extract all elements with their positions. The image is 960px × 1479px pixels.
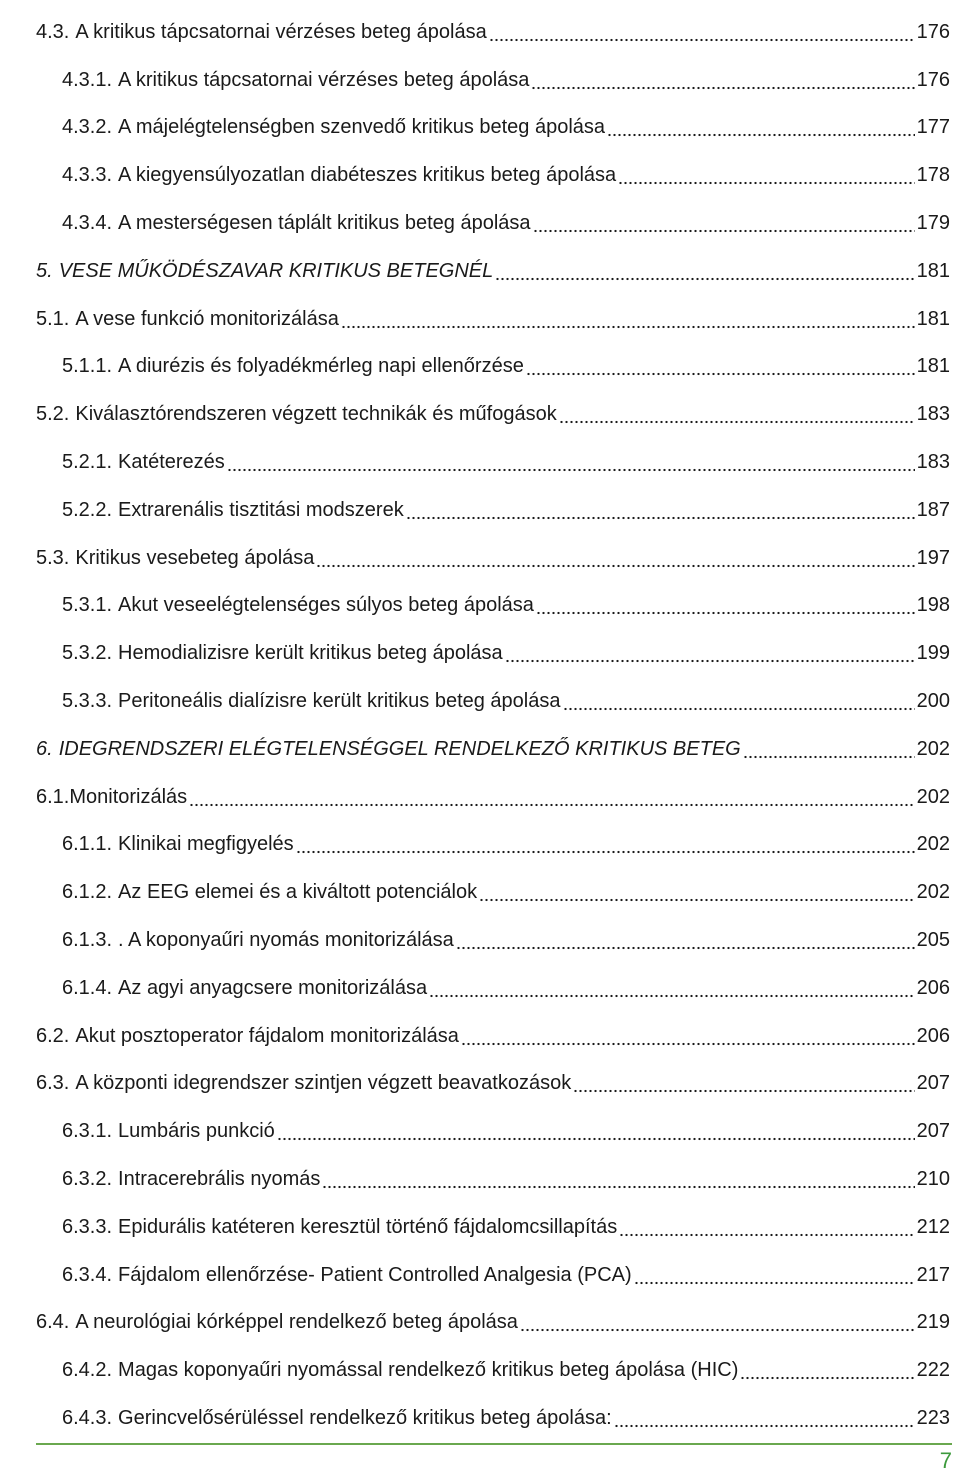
- toc-entry-page: 197: [916, 546, 950, 569]
- toc-entry-page: 222: [916, 1359, 950, 1382]
- toc-entry-title: Kiválasztórendszeren végzett technikák és műfogások: [75, 403, 557, 426]
- toc-entry-page: 212: [916, 1215, 950, 1238]
- toc-entry-number: 4.3.1.: [62, 68, 113, 91]
- toc-entry[interactable]: [0, 1060, 960, 1108]
- toc-entry-number: 6.3.2.: [62, 1168, 113, 1191]
- toc-entry-page: 205: [916, 929, 950, 952]
- toc-entry-number: 5.2.1.: [62, 451, 113, 474]
- toc-entry-page: 202: [916, 833, 950, 856]
- toc-entry-title: Az EEG elemei és a kiváltott potenciálok: [118, 881, 478, 904]
- toc-entry-page: 177: [916, 116, 950, 139]
- dot-leader: [316, 546, 914, 570]
- toc-entry-page: 199: [916, 642, 950, 665]
- toc-entry-number: 5.1.1.: [62, 355, 113, 378]
- toc-entry-number: 5.2.2.: [62, 498, 113, 521]
- dot-leader: [227, 450, 915, 474]
- toc-entry[interactable]: [0, 773, 960, 821]
- toc-entry-number: 5.1.: [36, 307, 70, 330]
- toc-entry-page: 176: [916, 20, 950, 43]
- toc-entry[interactable]: [0, 725, 960, 773]
- toc-entry-page: 187: [916, 498, 950, 521]
- toc-entry-title: Lumbáris punkció: [118, 1120, 275, 1143]
- toc-entry[interactable]: [0, 104, 960, 152]
- toc-entry-title: . A koponyaűri nyomás monitorizálása: [118, 929, 454, 952]
- toc-entry-page: 181: [916, 259, 950, 282]
- dot-leader: [743, 737, 915, 761]
- toc-entry[interactable]: [0, 916, 960, 964]
- toc-entry-number: 6.1.1.: [62, 833, 113, 856]
- toc-entry-page: 202: [916, 737, 950, 760]
- toc-entry-page: 200: [916, 690, 950, 713]
- toc-entry-page: 178: [916, 164, 950, 187]
- toc-entry-number: 4.3.4.: [62, 212, 113, 235]
- toc-entry-title: Epidurális katéteren keresztül történő fájdalomcsillapítás: [118, 1215, 618, 1238]
- toc-entry-page: 179: [916, 212, 950, 235]
- dot-leader: [740, 1358, 914, 1382]
- toc-entry-page: 183: [916, 403, 950, 426]
- toc-entry-number: 6.1.: [36, 785, 70, 808]
- toc-entry-number: 6.4.3.: [62, 1407, 113, 1429]
- table-of-contents: [0, 8, 960, 1442]
- toc-entry[interactable]: [0, 1394, 960, 1442]
- dot-leader: [406, 498, 915, 522]
- dot-leader: [614, 1406, 915, 1430]
- toc-entry-page: 217: [916, 1263, 950, 1286]
- toc-entry-title: Katéterezés: [118, 451, 225, 474]
- toc-entry[interactable]: [0, 868, 960, 916]
- toc-entry-title: Monitorizálás: [69, 785, 188, 808]
- toc-entry-number: 6.: [36, 737, 53, 760]
- toc-entry[interactable]: [0, 343, 960, 391]
- toc-entry-number: 5.2.: [36, 403, 70, 426]
- dot-leader: [189, 785, 914, 809]
- toc-entry-page: 176: [916, 68, 950, 91]
- toc-entry-number: 5.3.: [36, 546, 70, 569]
- dot-leader: [619, 1215, 914, 1239]
- toc-entry-title: A mesterségesen táplált kritikus beteg ápolása: [118, 212, 531, 235]
- toc-entry-page: 181: [916, 307, 950, 330]
- toc-entry-page: 223: [916, 1407, 950, 1429]
- toc-entry[interactable]: [0, 8, 960, 56]
- dot-leader: [277, 1119, 915, 1143]
- toc-entry-number: 6.1.4.: [62, 976, 113, 999]
- toc-entry-number: 5.3.2.: [62, 642, 113, 665]
- toc-entry[interactable]: [0, 151, 960, 199]
- dot-leader: [618, 163, 914, 187]
- toc-entry[interactable]: [0, 295, 960, 343]
- toc-entry-title: A májelégtelenségben szenvedő kritikus beteg ápolása: [118, 116, 606, 139]
- toc-entry[interactable]: [0, 964, 960, 1012]
- toc-entry-number: 6.3.4.: [62, 1263, 113, 1286]
- toc-entry[interactable]: [0, 582, 960, 630]
- toc-entry-page: 210: [916, 1168, 950, 1191]
- toc-entry-number: 5.3.1.: [62, 594, 113, 617]
- toc-entry-title: A központi idegrendszer szintjen végzett beavatkozások: [75, 1072, 572, 1095]
- toc-entry[interactable]: [0, 629, 960, 677]
- dot-leader: [505, 641, 915, 665]
- dot-leader: [559, 402, 915, 426]
- toc-entry-title: Extrarenális tisztitási modszerek: [118, 498, 404, 521]
- dot-leader: [479, 880, 915, 904]
- toc-entry-number: 4.3.: [36, 20, 70, 43]
- toc-entry-page: 202: [916, 785, 950, 808]
- toc-entry-page: 198: [916, 594, 950, 617]
- toc-entry[interactable]: [0, 390, 960, 438]
- toc-entry-title: Intracerebrális nyomás: [118, 1168, 321, 1191]
- dot-leader: [563, 689, 915, 713]
- toc-entry-title: Akut posztoperator fájdalom monitorizálása: [75, 1024, 459, 1047]
- toc-entry-title: A kritikus tápcsatornai vérzéses beteg ápolása: [118, 68, 530, 91]
- toc-entry[interactable]: [0, 1012, 960, 1060]
- toc-entry-title: A neurológiai kórképpel rendelkező beteg ápolása: [75, 1311, 518, 1334]
- dot-leader: [531, 68, 914, 92]
- toc-entry-page: 207: [916, 1072, 950, 1095]
- toc-entry[interactable]: [0, 1107, 960, 1155]
- toc-entry-title: Kritikus vesebeteg ápolása: [75, 546, 315, 569]
- toc-entry-number: 6.3.: [36, 1072, 70, 1095]
- toc-entry-title: Az agyi anyagcsere monitorizálása: [118, 976, 428, 999]
- toc-entry[interactable]: [0, 1251, 960, 1299]
- toc-entry[interactable]: [0, 438, 960, 486]
- dot-leader: [495, 259, 914, 283]
- toc-entry-number: 6.2.: [36, 1024, 70, 1047]
- dot-leader: [520, 1310, 915, 1334]
- dot-leader: [634, 1263, 915, 1287]
- toc-entry[interactable]: [0, 821, 960, 869]
- toc-entry-title: Gerincvelősérüléssel rendelkező kritikus beteg ápolása:: [118, 1407, 612, 1429]
- footer-rule: [36, 1443, 952, 1445]
- toc-entry-page: 181: [916, 355, 950, 378]
- toc-entry[interactable]: [0, 247, 960, 295]
- dot-leader: [489, 20, 915, 44]
- dot-leader: [341, 307, 915, 331]
- toc-entry-title: A vese funkció monitorizálása: [75, 307, 339, 330]
- toc-entry-page: 206: [916, 1024, 950, 1047]
- toc-entry-number: 6.3.1.: [62, 1120, 113, 1143]
- toc-entry-number: 5.: [36, 259, 53, 282]
- toc-entry-title: Hemodializisre került kritikus beteg ápolása: [118, 642, 503, 665]
- toc-entry-title: Peritoneális dialízisre került kritikus beteg ápolása: [118, 690, 561, 713]
- dot-leader: [573, 1071, 914, 1095]
- page-number: 7: [939, 1448, 952, 1473]
- toc-entry-number: 5.3.3.: [62, 690, 113, 713]
- toc-entry-page: 207: [916, 1120, 950, 1143]
- toc-entry-title: IDEGRENDSZERI ELÉGTELENSÉGGEL RENDELKEZŐ KRITIKUS BETEG: [58, 737, 741, 760]
- toc-entry-number: 6.4.2.: [62, 1359, 113, 1382]
- toc-entry[interactable]: [0, 1155, 960, 1203]
- toc-entry[interactable]: [0, 534, 960, 582]
- dot-leader: [536, 593, 915, 617]
- toc-entry-title: A kritikus tápcsatornai vérzéses beteg ápolása: [75, 20, 487, 43]
- toc-entry-number: 6.3.3.: [62, 1215, 113, 1238]
- dot-leader: [429, 976, 915, 1000]
- toc-entry-title: Fájdalom ellenőrzése- Patient Controlled Analgesia (PCA): [118, 1263, 632, 1286]
- toc-entry-number: 4.3.2.: [62, 116, 113, 139]
- dot-leader: [533, 211, 915, 235]
- toc-entry[interactable]: [0, 1203, 960, 1251]
- dot-leader: [296, 832, 915, 856]
- toc-entry-page: 202: [916, 881, 950, 904]
- toc-entry[interactable]: [0, 677, 960, 725]
- toc-entry-number: 6.4.: [36, 1311, 70, 1334]
- toc-entry[interactable]: [0, 56, 960, 104]
- dot-leader: [322, 1167, 914, 1191]
- toc-entry-title: A kiegyensúlyozatlan diabéteszes kritikus beteg ápolása: [118, 164, 617, 187]
- toc-entry[interactable]: [0, 199, 960, 247]
- toc-entry-page: 219: [916, 1311, 950, 1334]
- dot-leader: [607, 115, 915, 139]
- toc-entry-title: Akut veseelégtelenséges súlyos beteg ápolása: [118, 594, 534, 617]
- toc-entry[interactable]: [0, 1346, 960, 1394]
- toc-entry-number: 6.1.2.: [62, 881, 113, 904]
- toc-entry-title: Klinikai megfigyelés: [118, 833, 294, 856]
- toc-entry-title: A diurézis és folyadékmérleg napi ellenőrzése: [118, 355, 524, 378]
- toc-entry[interactable]: [0, 1299, 960, 1347]
- toc-entry-number: 6.1.3.: [62, 929, 113, 952]
- dot-leader: [461, 1024, 915, 1048]
- toc-entry-title: VESE MŰKÖDÉSZAVAR KRITIKUS BETEGNÉL: [58, 259, 494, 282]
- toc-entry-number: 4.3.3.: [62, 164, 113, 187]
- dot-leader: [526, 354, 915, 378]
- toc-entry[interactable]: [0, 486, 960, 534]
- toc-entry-page: 183: [916, 451, 950, 474]
- toc-entry-page: 206: [916, 976, 950, 999]
- toc-entry-title: Magas koponyaűri nyomással rendelkező kritikus beteg ápolása (HIC): [118, 1359, 739, 1382]
- dot-leader: [456, 928, 915, 952]
